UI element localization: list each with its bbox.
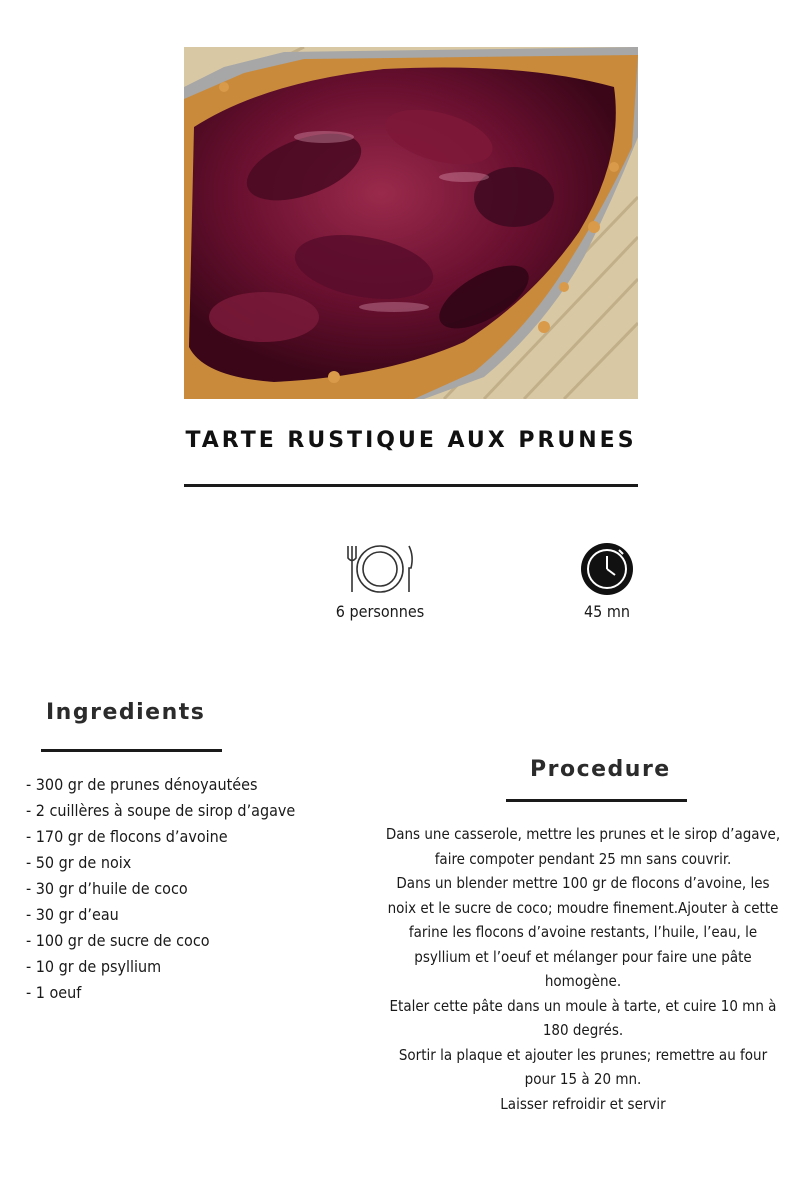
ingredients-list — [26, 772, 295, 1006]
procedure-text — [383, 822, 783, 1116]
plate-cutlery-icon — [343, 542, 417, 596]
list-item: - 300 gr de prunes dénoyautées — [26, 775, 258, 794]
procedure-step: Sortir la plaque et ajouter les prunes; remettre au four pour 15 à 20 mn. — [398, 1045, 768, 1088]
procedure-heading: Procedure — [530, 757, 671, 782]
procedure-step: Etaler cette pâte dans un moule à tarte, et cuire 10 mn à 180 degrés. — [389, 996, 777, 1039]
tart-photo — [184, 47, 638, 399]
list-item: - 1 oeuf — [26, 983, 82, 1002]
time-info — [540, 542, 674, 621]
title-divider — [184, 484, 638, 487]
recipe-title: TARTE RUSTIQUE AUX PRUNES — [185, 428, 637, 453]
list-item: - 30 gr d’huile de coco — [26, 879, 188, 898]
clock-icon — [579, 542, 635, 596]
procedure-divider — [506, 799, 687, 802]
servings-info — [300, 542, 460, 621]
time-label: 45 mn — [583, 602, 631, 621]
procedure-step: Dans une casserole, mettre les prunes et le sirop d’agave, faire compoter pendant 25 mn sans couvrir. — [385, 825, 781, 868]
servings-label: 6 personnes — [335, 602, 425, 621]
ingredients-heading: Ingredients — [46, 700, 206, 725]
ingredients-divider — [41, 749, 222, 752]
procedure-step: Laisser refroidir et servir — [500, 1094, 666, 1113]
list-item: - 30 gr d’eau — [26, 905, 119, 924]
procedure-step: Dans un blender mettre 100 gr de flocons d’avoine, les noix et le sucre de coco; moudre finement.Ajouter à cette farine les flocons d’avoine restants, l’huile, l’eau, le psyllium et l’oeuf et mélanger pour faire une pâte homogène. — [387, 874, 779, 990]
list-item: - 2 cuillères à soupe de sirop d’agave — [26, 801, 296, 820]
list-item: - 100 gr de sucre de coco — [26, 931, 210, 950]
list-item: - 170 gr de flocons d’avoine — [26, 827, 228, 846]
list-item: - 50 gr de noix — [26, 853, 132, 872]
list-item: - 10 gr de psyllium — [26, 957, 162, 976]
